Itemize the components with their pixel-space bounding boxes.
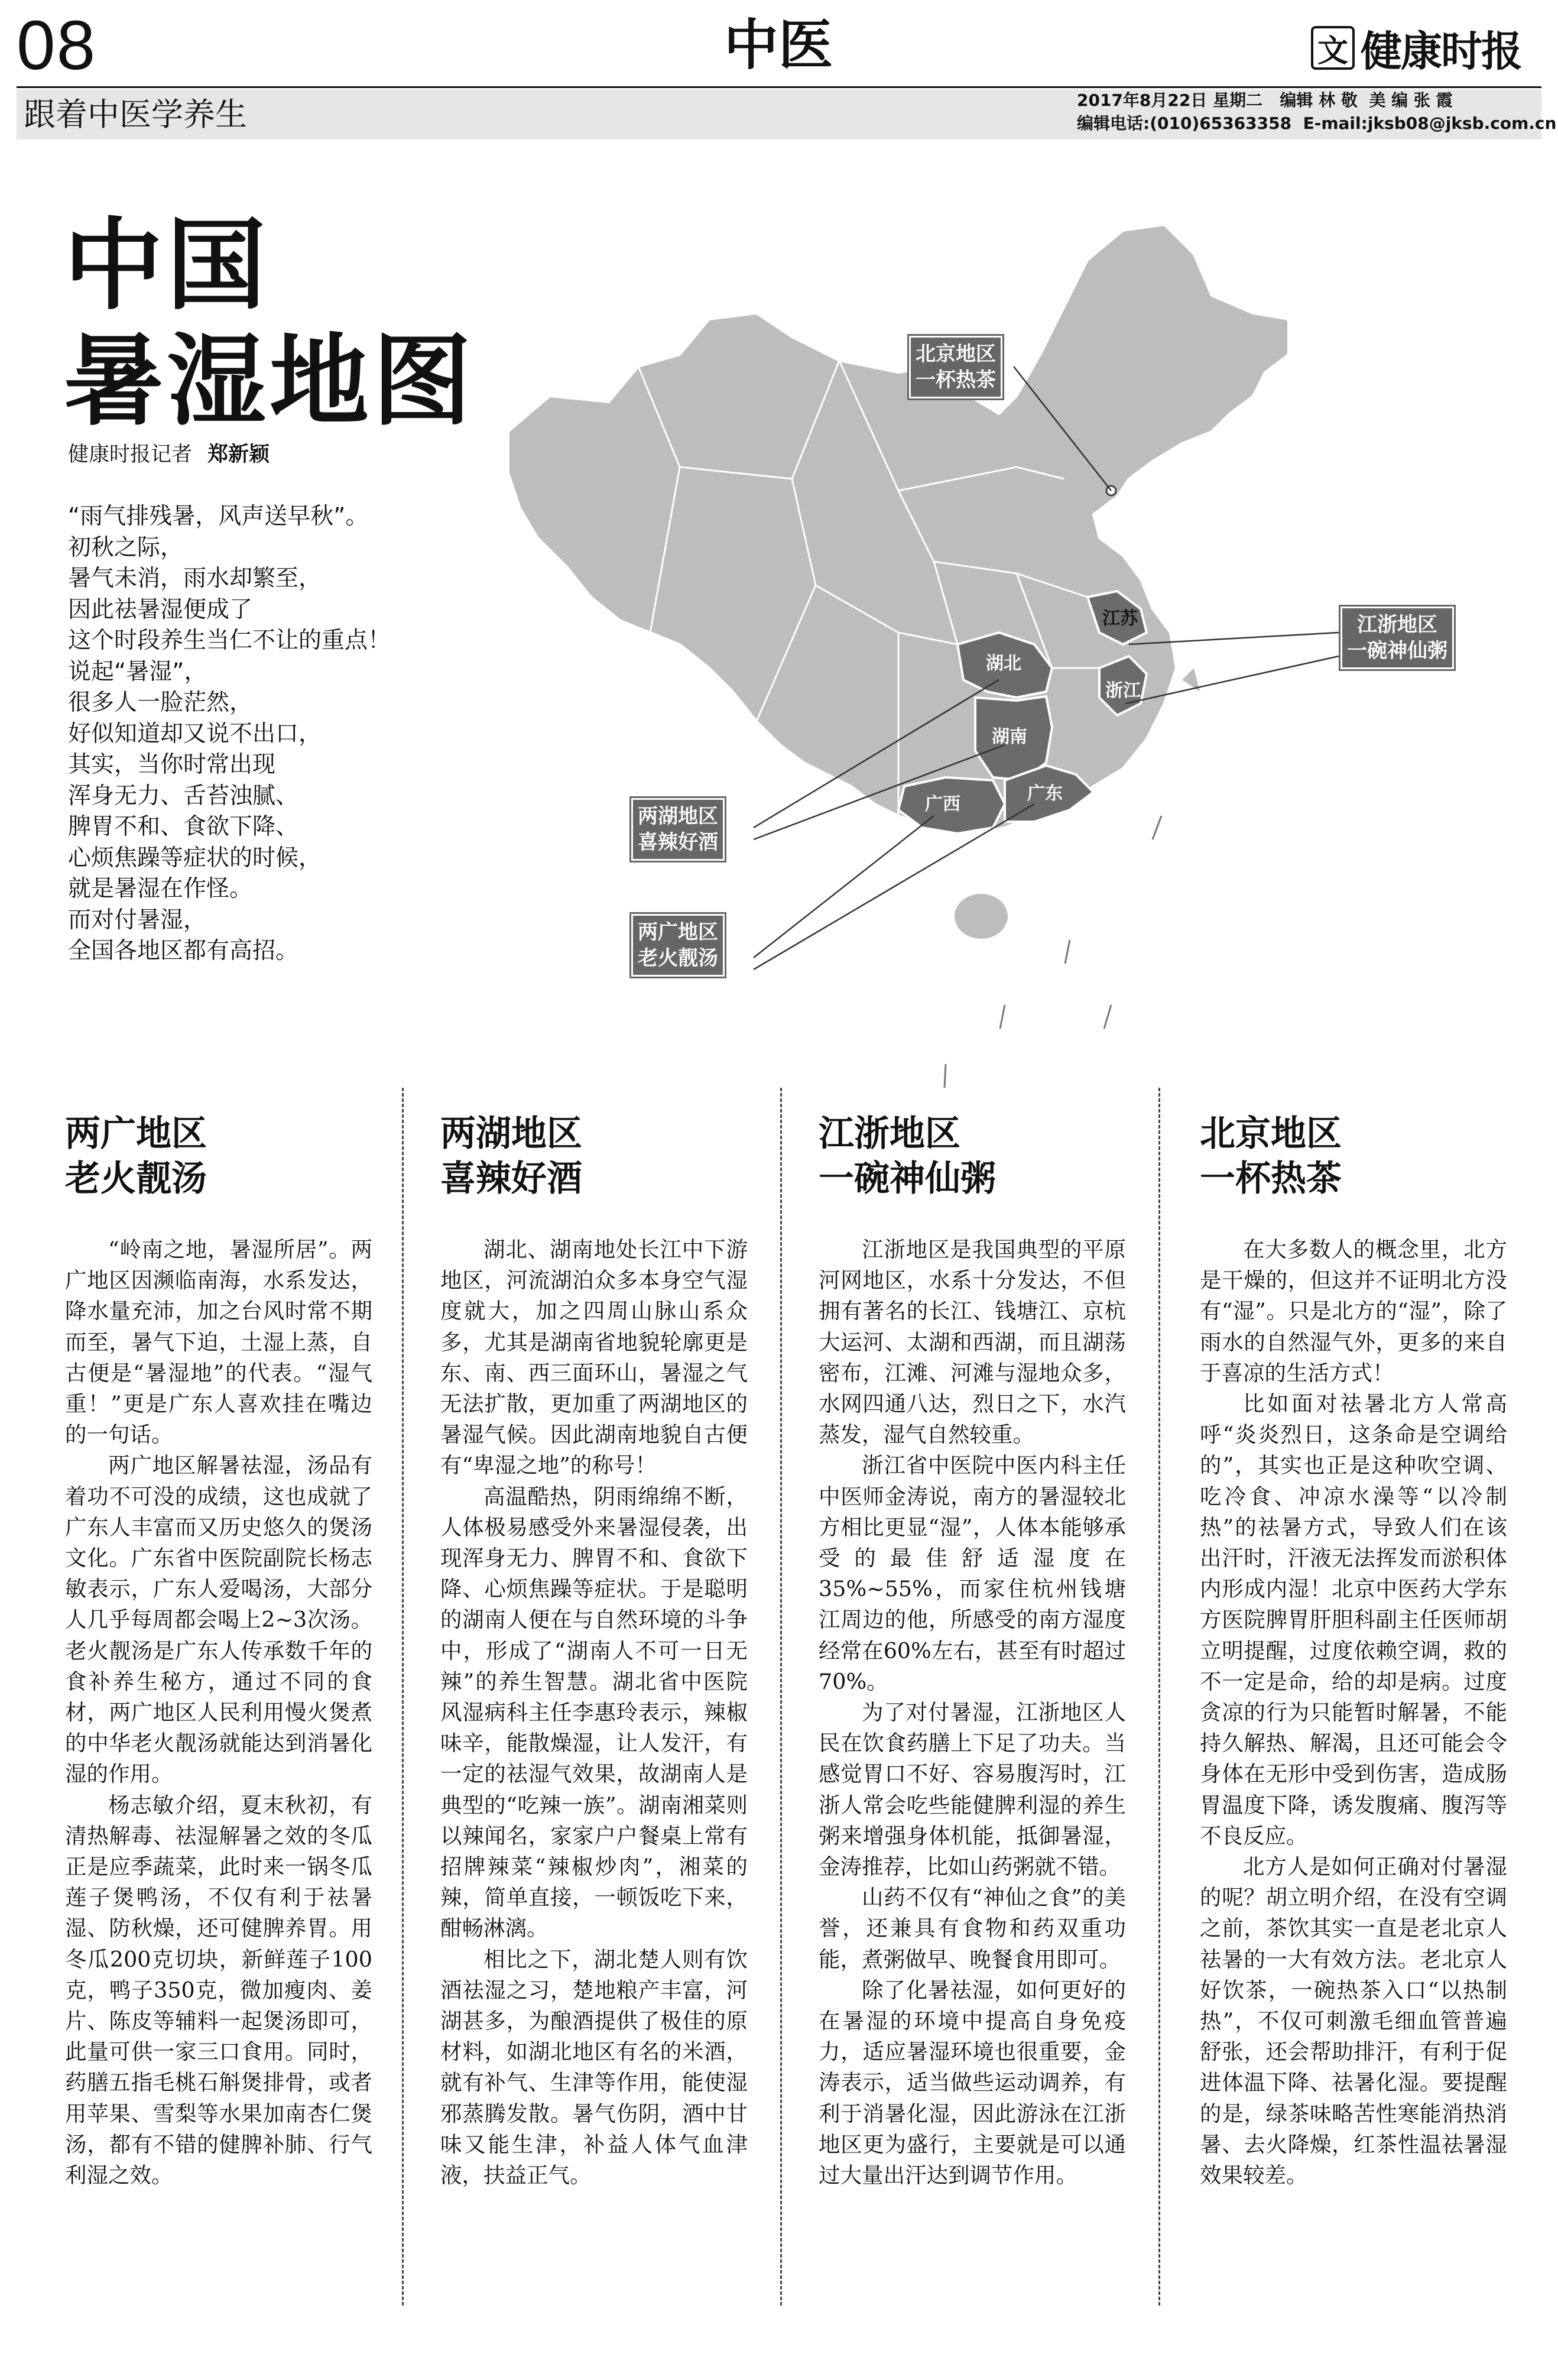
article-heading [819,1111,1126,1212]
article-jiangzhe [819,1111,1126,2191]
page-number: 08 [17,7,97,85]
province-label-zhejiang: 浙江 [1105,680,1141,701]
callout-lianghu: 两湖地区 喜辣好酒 [631,798,725,861]
feature-title [64,207,475,439]
article-paragraph: 在大多数人的概念里，北方是干燥的，但这并不证明北方没有“湿”。只是北方的“湿”，除了雨水的自然湿气外，更多的来自于喜凉的生活方式！ [1200,1237,1507,1386]
intro-line: 其实，当你时常出现 [68,751,276,778]
article-heading-line: 一碗神仙粥 [819,1158,996,1199]
article-beijing [1200,1111,1507,2191]
article-paragraph: 北方人是如何正确对付暑湿的呢？胡立明介绍，在没有空调之前，茶饮其实一直是老北京人祛暑的一大有效方法。老北京人好饮茶，一碗热茶入口“以热制热”，不仅可刺激毛细血管普遍舒张，还会帮助排汗，有利于促进体温下降、祛暑化湿。要提醒的是，绿茶味略苦性寒能消热消暑、去火降燥，红茶性温祛暑湿效果较差。 [1200,1854,1507,2188]
article-liangguang [65,1111,372,2191]
province-label-jiangsu: 江苏 [1102,608,1138,629]
intro-line: 初秋之际， [68,534,184,561]
feature-title-line: 暑湿地图 [64,322,475,439]
province-label-hunan: 湖南 [992,727,1027,747]
intro-line: 好似知道却又说不出口， [68,720,322,747]
south-sea-dashes [944,816,1161,1088]
intro-text [68,501,411,967]
column-slogan: 跟着中医学养生 [24,96,247,133]
province-label-hubei: 湖北 [986,653,1021,674]
article-paragraph: 两广地区解暑祛湿，汤品有着功不可没的成绩，这也成就了广东人丰富而又历史悠久的煲汤文化。广东省中医院副院长杨志敏表示，广东人爱喝汤，大部分人几乎每周都会喝上2~3次汤。老火靓汤是广东人传承数千年的食补养生秘方，通过不同的食材，两广地区人民利用慢火煲煮的中华老火靓汤就能达到消暑化湿的作用。 [65,1452,372,1787]
article-heading-line: 一杯热茶 [1200,1158,1342,1199]
article-body [1200,1234,1507,2191]
section-title: 中医 [724,13,833,77]
header-rule [17,86,1541,88]
article-body [65,1234,372,2191]
intro-line: 心烦焦躁等症状的时候， [68,844,322,871]
callout-jiangzhe: 江浙地区 一碗神仙粥 [1340,607,1454,669]
editor-contact: 编辑电话:(010)65363358 E-mail:jksb08@jksb.com.cn [1077,114,1557,133]
intro-line: 浑身无力、舌苔浊腻、 [68,782,299,809]
intro-line: 就是暑湿在作怪。 [68,876,253,902]
article-heading [1200,1111,1507,1212]
province-label-guangdong: 广东 [1027,783,1063,804]
article-paragraph: 比如面对祛暑北方人常高呼“炎炎烈日，这条命是空调给的”，其实也正是这种吹空调、吃冷食、冲凉水澡等“以冷制热”的祛暑方式，导致人们在该出汗时，汗液无法挥发而淤积体内形成内湿！北京中医药大学东方医院脾胃肝胆科副主任医师胡立明提醒，过度依赖空调，救的不一定是命，给的却是病。过度贪凉的行为只能暂时解暑，不能持久解热、解渴，且还可能会令身体在无形中受到伤害，造成肠胃温度下降，诱发腹痛、腹泻等不良反应。 [1200,1391,1507,1849]
article-heading-line: 北京地区 [1200,1113,1342,1155]
newspaper-logo-icon: 文 [1311,26,1355,70]
article-paragraph: 高温酷热，阴雨绵绵不断，人体极易感受外来暑湿侵袭，出现浑身无力、脾胃不和、食欲下降、心烦焦躁等症状。于是聪明的湖南人便在与自然环境的斗争中，形成了“湖南人不可一日无辣”的养生智慧。湖北省中医院风湿病科主任李惠玲表示，辣椒味辛，能散燥湿，让人发汗，有一定的祛湿气效果，故湖南人是典型的“吃辣一族”。湖南湘菜则以辣闻名，家家户户餐桌上常有招牌辣菜“辣椒炒肉”，湘菜的辣，简单直接，一顿饭吃下来，酣畅淋漓。 [440,1483,748,1941]
hainan-island [955,894,1008,939]
article-paragraph: “岭南之地，暑湿所居”。两广地区因濒临南海，水系发达，降水量充沛，加之台风时常不期而至，暑气下迫，土湿上蒸，自古便是“暑湿地”的代表。“湿气重！”更是广东人喜欢挂在嘴边的一句话。 [65,1237,372,1448]
article-paragraph: 浙江省中医院中医内科主任中医师金涛说，南方的暑湿较北方相比更显“湿”，人体本能够承受的最佳舒适湿度在35%~55%，而家住杭州钱塘江周边的他，所感受的南方湿度经常在60%左右，甚至有时超过70%。 [819,1452,1126,1694]
column-divider [1158,1088,1160,2306]
article-body [819,1234,1126,2191]
callout-liangguang: 两广地区 老火靓汤 [631,914,725,977]
article-heading-line: 两广地区 [65,1113,207,1155]
byline [68,440,270,469]
intro-line: 脾胃不和、食欲下降、 [68,813,299,840]
article-heading-line: 江浙地区 [819,1113,960,1155]
intro-line: 因此祛暑湿便成了 [68,596,253,623]
intro-line: 全国各地区都有高招。 [68,938,299,964]
column-divider [402,1088,404,2306]
intro-line: 暑气未消，雨水却繁至， [68,565,322,592]
article-heading [65,1111,372,1212]
article-heading-line: 喜辣好酒 [440,1158,582,1199]
province-label-guangxi: 广西 [925,794,960,815]
article-paragraph: 为了对付暑湿，江浙地区人民在饮食药膳上下足了功夫。当感觉胃口不好、容易腹泻时，江浙人常会吃些能健脾利湿的养生粥来增强身体机能，抵御暑湿，金涛推荐，比如山药粥就不错。 [819,1700,1126,1880]
intro-line: 这个时段养生当仁不让的重点！ [68,627,391,654]
article-paragraph: 湖北、湖南地处长江中下游地区，河流湖泊众多本身空气湿度就大，加之四周山脉山系众多，尤其是湖南省地貌轮廓更是东、南、西三面环山，暑湿之气无法扩散，更加重了两湖地区的暑湿气候。因此湖南地貌自古便有“卑湿之地”的称号！ [440,1237,748,1478]
article-paragraph: 除了化暑祛湿，如何更好的在暑湿的环境中提高自身免疫力，适应暑湿环境也很重要，金涛表示，适当做些运动调养，有利于消暑化湿，因此游泳在江浙地区更为盛行，主要就是可以通过大量出汗达到调节作用。 [819,1977,1126,2188]
byline-prefix: 健康时报记者 [68,443,193,466]
column-divider [780,1088,782,2306]
article-lianghu [440,1111,748,2191]
article-heading-line: 两湖地区 [440,1113,582,1155]
byline-author: 郑新颖 [207,443,270,466]
newspaper-name: 健康时报 [1361,26,1521,76]
feature-title-line: 中国 [64,206,270,323]
intro-line: 很多人一脸茫然， [68,689,253,716]
dateline: 2017年8月22日 星期二 编辑 林 敬 美 编 张 霞 [1077,90,1453,110]
article-heading-line: 老火靓汤 [65,1158,207,1199]
article-paragraph: 相比之下，湖北楚人则有饮酒祛湿之习，楚地粮产丰富，河湖甚多，为酿酒提供了极佳的原材料，如湖北地区有名的米酒，就有补气、生津等作用，能使湿邪蒸腾发散。暑气伤阴，酒中甘味又能生津，补益人体气血津液，扶益正气。 [440,1946,748,2188]
intro-line: “雨气排残暑，风声送早秋”。 [68,503,369,530]
masthead [1311,21,1521,74]
article-paragraph: 杨志敏介绍，夏末秋初，有清热解毒、祛湿解暑之效的冬瓜正是应季蔬菜，此时来一锅冬瓜莲子煲鸭汤，不仅有利于祛暑湿、防秋燥，还可健脾养胃。用冬瓜200克切块，新鲜莲子100克，鸭子350克，微加瘦肉、姜片、陈皮等辅料一起煲汤即可，此量可供一家三口食用。同时，药膳五指毛桃石斛煲排骨，或者用苹果、雪梨等水果加南杏仁煲汤，都有不错的健脾补肺、行气利湿之效。 [65,1792,372,2188]
article-body [440,1234,748,2191]
article-heading [440,1111,748,1212]
intro-line: 说起“暑湿”， [68,658,207,685]
article-paragraph: 山药不仅有“神仙之食”的美誉，还兼具有食物和药双重功能，煮粥做早、晚餐食用即可。 [819,1885,1126,1972]
callout-beijing: 北京地区 一杯热茶 [909,336,1002,398]
article-paragraph: 江浙地区是我国典型的平原河网地区，水系十分发达，不但拥有著名的长江、钱塘江、京杭大运河、太湖和西湖，而且湖荡密布，江滩、河滩与湿地众多，水网四通八达，烈日之下，水汽蒸发，湿气自然较重。 [819,1237,1126,1448]
intro-line: 而对付暑湿， [68,906,207,933]
